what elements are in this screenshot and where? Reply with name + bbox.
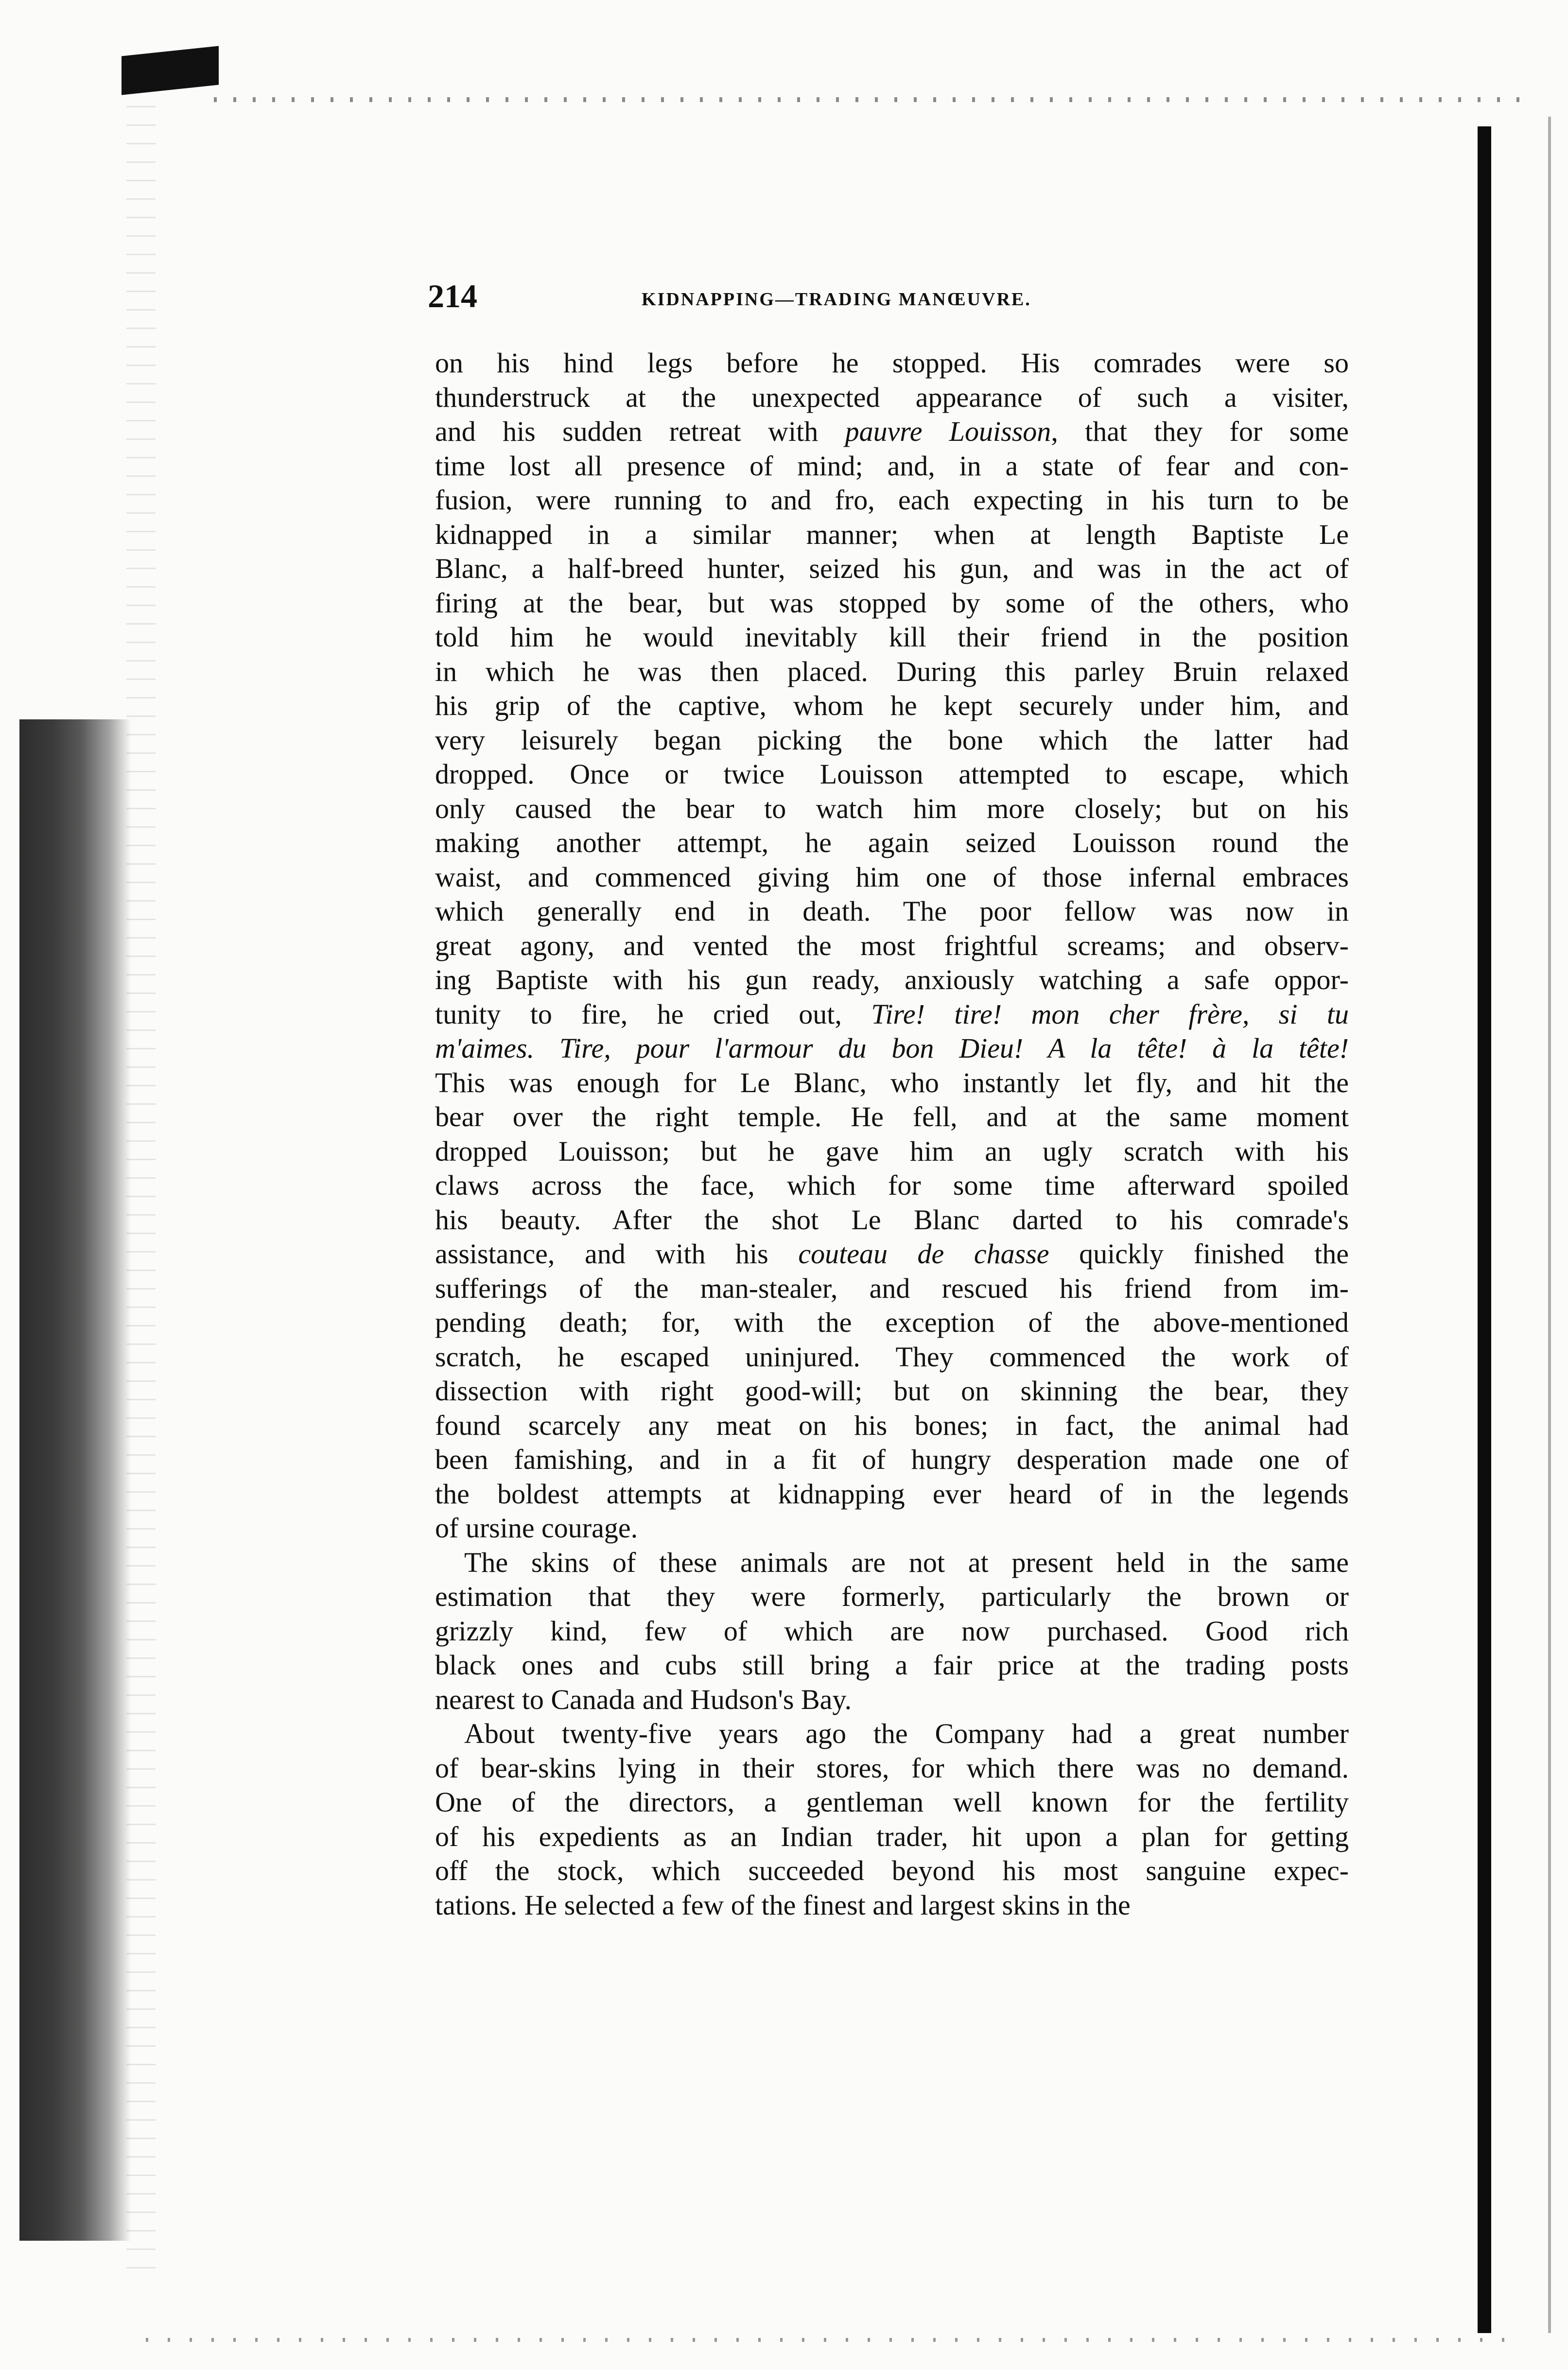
text-run: dropped. Once or twice Louisson attempted to escape, which bbox=[435, 758, 1349, 790]
text-line bbox=[435, 1272, 1349, 1306]
text-run: tunity to fire, he cried out, bbox=[435, 998, 871, 1030]
text-run: kidnapped in a similar manner; when at length Baptiste Le bbox=[435, 518, 1349, 550]
text-run: the boldest attempts at kidnapping ever heard of in the legends bbox=[435, 1478, 1349, 1510]
text-line bbox=[435, 552, 1349, 586]
text-line bbox=[435, 1717, 1349, 1751]
paragraph bbox=[435, 346, 1349, 1546]
text-run: grizzly kind, few of which are now purchased. Good rich bbox=[435, 1615, 1349, 1647]
text-run: Blanc, a half-breed hunter, seized his gun, and was in the act of bbox=[435, 553, 1349, 584]
text-run: time lost all presence of mind; and, in a state of fear and con- bbox=[435, 450, 1349, 482]
text-line bbox=[435, 415, 1349, 449]
text-run: only caused the bear to watch him more closely; but on his bbox=[435, 792, 1349, 824]
text-run: of his expedients as an Indian trader, hit upon a plan for getting bbox=[435, 1820, 1349, 1852]
text-line bbox=[435, 1168, 1349, 1203]
text-run: dropped Louisson; but he gave him an ugly scratch with his bbox=[435, 1135, 1349, 1167]
text-line bbox=[435, 1683, 1349, 1717]
text-line bbox=[435, 1648, 1349, 1683]
text-line bbox=[435, 1306, 1349, 1340]
text-run: in which he was then placed. During this parley Bruin relaxed bbox=[435, 655, 1349, 687]
text-line bbox=[435, 1409, 1349, 1443]
text-run: claws across the face, which for some time afterward spoiled bbox=[435, 1169, 1349, 1201]
scan-bottom-edge bbox=[146, 2338, 1507, 2342]
text-run: sufferings of the man-stealer, and rescued his friend from im- bbox=[435, 1272, 1349, 1304]
text-run: his beauty. After the shot Le Blanc darted to his comrade's bbox=[435, 1203, 1349, 1236]
text-run: his grip of the captive, whom he kept securely under him, and bbox=[435, 690, 1349, 721]
italic-text: pauvre Louisson bbox=[845, 416, 1051, 447]
text-run: waist, and commenced giving him one of those infernal embraces bbox=[435, 861, 1349, 893]
text-line bbox=[435, 997, 1349, 1032]
text-run: been famishing, and in a fit of hungry desperation made one of bbox=[435, 1444, 1349, 1475]
text-run: nearest to Canada and Hudson's Bay. bbox=[435, 1683, 852, 1715]
scan-top-edge bbox=[214, 97, 1526, 102]
italic-text: m'aimes. Tire, pour l'armour du bon Dieu! A la tête! à la tête! bbox=[435, 1032, 1349, 1064]
text-run: , that they for some bbox=[1051, 416, 1349, 447]
text-run: of ursine courage. bbox=[435, 1512, 638, 1544]
text-run: The skins of these animals are not at present held in the same bbox=[464, 1546, 1349, 1578]
text-line bbox=[435, 449, 1349, 484]
page-right-edge-shadow bbox=[1548, 117, 1551, 2333]
text-line bbox=[435, 1546, 1349, 1580]
text-line bbox=[435, 586, 1349, 621]
text-run: on his hind legs before he stopped. His comrades were so bbox=[435, 347, 1349, 379]
text-line bbox=[435, 655, 1349, 689]
text-line bbox=[435, 1888, 1349, 1923]
text-run: black ones and cubs still bring a fair price at the trading posts bbox=[435, 1649, 1349, 1681]
text-line bbox=[435, 346, 1349, 381]
text-line bbox=[435, 1614, 1349, 1649]
paragraph bbox=[435, 1717, 1349, 1922]
text-run: which generally end in death. The poor fellow was now in bbox=[435, 895, 1349, 927]
text-line bbox=[435, 757, 1349, 792]
text-run: dissection with right good-will; but on skinning the bear, they bbox=[435, 1375, 1349, 1407]
text-line bbox=[435, 689, 1349, 723]
scan-corner-mark bbox=[122, 46, 219, 95]
running-header bbox=[428, 277, 1346, 321]
text-line bbox=[435, 1031, 1349, 1066]
text-line bbox=[435, 1477, 1349, 1512]
text-line bbox=[435, 1443, 1349, 1477]
text-line bbox=[435, 1785, 1349, 1820]
text-run: pending death; for, with the exception of the above-mentioned bbox=[435, 1307, 1349, 1338]
text-line bbox=[435, 1580, 1349, 1614]
text-run: found scarcely any meat on his bones; in fact, the animal had bbox=[435, 1409, 1349, 1441]
text-line bbox=[435, 1203, 1349, 1237]
text-run: estimation that they were formerly, particularly the brown or bbox=[435, 1581, 1349, 1612]
text-line bbox=[435, 1100, 1349, 1134]
text-line bbox=[435, 963, 1349, 997]
text-run: very leisurely began picking the bone which the latter had bbox=[435, 724, 1349, 756]
text-line bbox=[435, 860, 1349, 895]
page-number: 214 bbox=[428, 278, 477, 314]
text-run: bear over the right temple. He fell, and at the same moment bbox=[435, 1101, 1349, 1133]
text-line bbox=[435, 1066, 1349, 1100]
text-run: told him he would inevitably kill their friend in the position bbox=[435, 621, 1349, 653]
body-text bbox=[435, 346, 1349, 1922]
text-run: off the stock, which succeeded beyond his most sanguine expec- bbox=[435, 1855, 1349, 1886]
text-line bbox=[435, 1820, 1349, 1854]
text-run: thunderstruck at the unexpected appearance of such a visiter, bbox=[435, 381, 1349, 413]
text-line bbox=[435, 1751, 1349, 1786]
page-right-edge-bar bbox=[1478, 126, 1491, 2333]
text-line bbox=[435, 381, 1349, 415]
italic-text: couteau de chasse bbox=[798, 1238, 1049, 1270]
text-run: assistance, and with his bbox=[435, 1238, 799, 1270]
text-line bbox=[435, 1134, 1349, 1169]
text-line bbox=[435, 518, 1349, 552]
text-run: fusion, were running to and fro, each expecting in his turn to be bbox=[435, 484, 1349, 516]
text-line bbox=[435, 1237, 1349, 1272]
text-run: scratch, he escaped uninjured. They commenced the work of bbox=[435, 1341, 1349, 1373]
paragraph bbox=[435, 1546, 1349, 1717]
text-line bbox=[435, 929, 1349, 963]
text-run: great agony, and vented the most frightful screams; and observ- bbox=[435, 929, 1349, 961]
text-line bbox=[435, 1511, 1349, 1546]
text-run: tations. He selected a few of the finest and largest skins in the bbox=[435, 1889, 1131, 1921]
text-line bbox=[435, 1340, 1349, 1375]
text-run: One of the directors, a gentleman well known for the fertility bbox=[435, 1786, 1349, 1818]
text-line bbox=[435, 894, 1349, 929]
text-run: of bear-skins lying in their stores, for which there was no demand. bbox=[435, 1752, 1349, 1784]
text-line bbox=[435, 826, 1349, 860]
text-run: making another attempt, he again seized Louisson round the bbox=[435, 827, 1349, 858]
running-title: KIDNAPPING—TRADING MANŒUVRE. bbox=[642, 289, 1031, 310]
text-line bbox=[435, 483, 1349, 518]
text-line bbox=[435, 723, 1349, 758]
text-line bbox=[435, 620, 1349, 655]
text-line bbox=[435, 1374, 1349, 1409]
text-run: About twenty-five years ago the Company had a great number bbox=[464, 1718, 1349, 1749]
binding-shadow bbox=[19, 719, 131, 2241]
text-run: This was enough for Le Blanc, who instantly let fly, and hit the bbox=[435, 1066, 1349, 1098]
scan-speckle bbox=[126, 87, 156, 2275]
text-run: firing at the bear, but was stopped by some of the others, who bbox=[435, 587, 1349, 619]
text-line bbox=[435, 1854, 1349, 1888]
text-line bbox=[435, 792, 1349, 826]
text-run: ing Baptiste with his gun ready, anxiously watching a safe oppor- bbox=[435, 964, 1349, 995]
text-run: quickly finished the bbox=[1049, 1238, 1349, 1270]
italic-text: Tire! tire! mon cher frère, si tu bbox=[871, 998, 1349, 1030]
text-run: and his sudden retreat with bbox=[435, 416, 845, 447]
